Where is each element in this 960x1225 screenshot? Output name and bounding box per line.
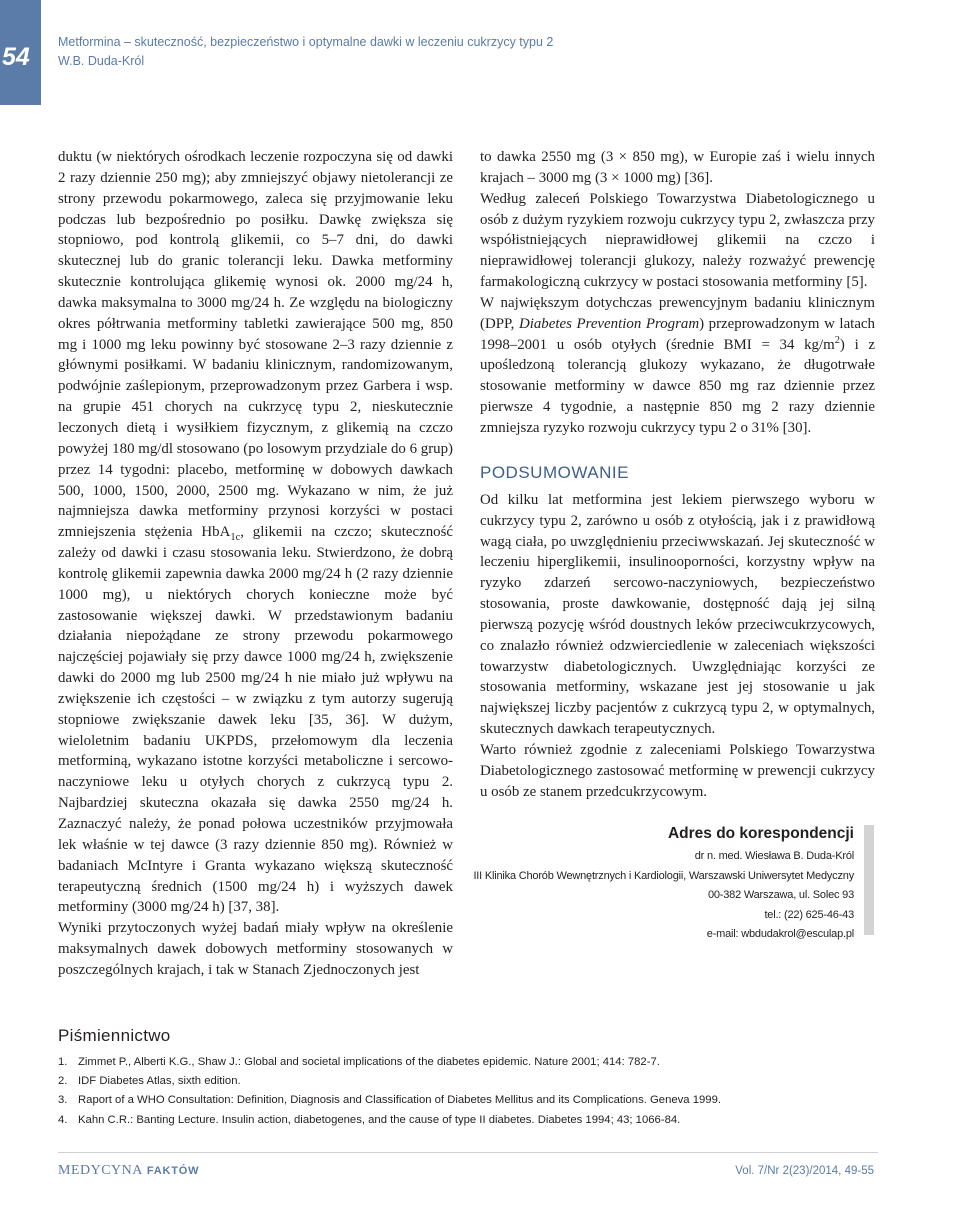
address-name: dr n. med. Wiesława B. Duda-Król (694, 850, 854, 862)
reference-item (58, 1111, 898, 1130)
logo-sub: FAKTÓW (146, 1165, 200, 1177)
right-paragraph-1: to dawka 2550 mg (3 × 850 mg), w Europie zaś i wielu innych krajach – 3000 mg (3 × 1000 mg) [36]. (480, 149, 875, 186)
reference-number: 4. (58, 1113, 68, 1126)
references-heading: Piśmiennictwo (58, 1026, 171, 1045)
references (58, 1026, 898, 1130)
address-institution: III Klinika Chorób Wewnętrznych i Kardiologii, Warszawski Uniwersytet Medyczny (473, 869, 854, 882)
dpp-italic: Diabetes Prevention Program (518, 315, 700, 332)
reference-number: 1. (58, 1056, 68, 1068)
summary-paragraph-1: Od kilku lat metformina jest lekiem pierwszego wyboru w cukrzycy typu 2, zarówno u osób z otyłością, jak i z prawidłową wagą ciała, po uwzględnieniu przeciwwskazań. Jej skuteczność w leczeniu hiperglikemii, insulinooporności, korzystny wpływ na ryzyko zdarzeń sercowo-naczyniowych, bezpieczeństwo stosowania, proste dawkowanie, dostępność dają jej silną pierwszą pozycję wśród doustnych leków przeciwcukrzycowych, co znalazło również odzwierciedlenie w zaleceniach większości towarzystw diabetologicznych. Uwzględniając korzyści ze stosowania metforminy, wskazane jest jej stosowanie u jak największej liczby pacjentów z cukrzycą typu 2, w optymalnych, skutecznych dawkach terapeutycznych. (480, 491, 875, 738)
address-accent-bar (864, 825, 874, 935)
reference-text: IDF Diabetes Atlas, sixth edition. (78, 1075, 241, 1088)
logo-main: MEDYCYNA (58, 1163, 143, 1178)
reference-text: Kahn C.R.: Banting Lecture. Insulin action, diabetogenes, and the cause of type II diabetes. Diabetes 1994; 43; 1066-84. (78, 1113, 681, 1126)
address-street: 00-382 Warszawa, ul. Solec 93 (707, 889, 854, 901)
right-paragraph-2: Według zaleceń Polskiego Towarzystwa Diabetologicznego u osób z dużym ryzykiem rozwoju cukrzycy typu 2, zwłaszcza przy współistniejących nieprawidłowej glikemii na czczo i nieprawidłowej tolerancji glukozy, należy rozważyć prewencję farmakologiczną cukrzycy w postaci stosowania metforminy [5]. (480, 190, 875, 291)
left-p1-text: duktu (w niektórych ośrodkach leczenie rozpoczyna się od dawki 2 razy dziennie 250 mg); aby zmniejszyć objawy nietolerancji ze strony przewodu pokarmowego, zaleca się przyjmowanie leku podczas lub bezpośrednio po posiłku. Dawkę zwiększa się stopniowo, pod kontrolą glikemii, co 5–7 dni, do dawki skutecznej lub do granic tolerancji leku. Dawka metforminy skutecznie kontrolująca glikemię wynosi ok. 2000 mg/24 h, dawka maksymalna to 3000 mg/24 h. Ze względu na biologiczny okres półtrwania metforminy tabletki zawierające 500 mg, 850 mg i 1000 mg leku powinny być stosowane 2–3 razy dziennie z głównymi posiłkami. W badaniu klinicznym, randomizowanym, podwójnie zaślepionym, przeprowadzonym przez Garbera i wsp. na grupie 451 chorych na cukrzycę typu 2, nieskutecznie leczonych dietą i wysiłkiem fizycznym, z glikemią na czczo powyżej 180 mg/dl stosowano (po losowym przydziale do 6 grup) przez 14 tygodni: placebo, metforminę w dobowych dawkach 500, 1000, 1500, 2000, 2500 mg. Wykazano w nim, że już najmniejsza dawka metforminy przynosi korzyści w postaci zmniejszenia stężenia (58, 149, 453, 541)
address-title: Adres do korespondencji (667, 825, 854, 842)
right-paragraph-3 (480, 293, 875, 439)
summary-paragraph-2: Warto również zgodnie z zaleceniami Polskiego Towarzystwa Diabetologicznego zastosować metforminę w prewencji cukrzycy u osób ze stanem przedcukrzycowym. (480, 741, 875, 800)
running-head-title: Metformina – skuteczność, bezpieczeństwo i optymalne dawki w leczeniu cukrzycy typu 2 (58, 35, 554, 49)
reference-text: Raport of a WHO Consultation: Definition, Diagnosis and Classification of Diabetes Mellitus and its Complications. Geneva 1999. (78, 1094, 721, 1107)
reference-item (58, 1091, 898, 1110)
volume-info: Vol. 7/Nr 2(23)/2014, 49-55 (735, 1165, 874, 1177)
dpp-text-a: W największym dotychczas prewencyjnym badaniu klinicznym (DPP, (480, 294, 875, 332)
page-number: 54 (2, 43, 30, 71)
left-paragraph-1 (58, 147, 453, 918)
dpp-text-b: ) przeprowadzonym w latach 1998–2001 u osób otyłych (średnie BMI = 34 kg/m (480, 315, 875, 353)
address-email: e-mail: wbdudakrol@esculap.pl (706, 928, 854, 940)
dpp-text-c: ) i z upośledzoną tolerancją glukozy wykazano, że długotrwałe stosowanie metforminy w dawce 850 mg raz dziennie przez pierwsze 4 tygodnie, a następnie 850 mg 2 razy dziennie zmniejsza ryzyko rozwoju cukrzycy typu 2 o 31% [30]. (480, 336, 875, 436)
section-heading-summary: PODSUMOWANIE (480, 462, 629, 482)
running-head (58, 33, 553, 71)
right-column (480, 147, 875, 802)
left-paragraph-2: Wyniki przytoczonych wyżej badań miały wpływ na określenie maksymalnych dawek dobowych metforminy stosowanych w poszczególnych krajach, i tak w Stanach Zjednoczonych jest (58, 920, 453, 978)
reference-item (58, 1072, 898, 1091)
page-number-tab (0, 0, 41, 105)
reference-text: Zimmet P., Alberti K.G., Shaw J.: Global and societal implications of the diabetes epidemic. Nature 2001; 414: 782-7. (78, 1056, 660, 1068)
bmi-superscript: 2 (834, 334, 840, 346)
reference-number: 2. (58, 1075, 68, 1088)
hba-text: HbA (201, 524, 231, 541)
reference-number: 3. (58, 1094, 68, 1107)
correspondence-address (473, 825, 874, 940)
reference-item (58, 1053, 898, 1072)
address-phone: tel.: (22) 625-46-43 (764, 908, 854, 921)
left-p1-continuation: , glikemii na czczo; skuteczność zależy od dawki i czasu stosowania leku. Stwierdzono, że dobrą kontrolę glikemii zapewnia dawka 2000 mg/24 h (2 razy dziennie 1000 mg), u niektórych chorych konieczne może być zastosowanie większej dawki. W przedstawionym badaniu działania niepożądane ze strony przewodu pokarmowego najczęściej pojawiały się przy dawce 1000 mg/24 h, zwiększenie dawki do 2000 mg lub 2500 mg/24 h nie miało już wpływu na zwiększenie ich częstości – w związku z tym autorzy sugerują stopniowe zwiększanie dawek leku [35, 36]. W dużym, wieloletnim badaniu UKPDS, przełomowym dla leczenia metforminą, wykazano istotne korzyści metaboliczne i sercowo-naczyniowe leku u otyłych chorych z cukrzycą typu 2. Najbardziej skuteczna okazała się dawka 2550 mg/24 h. Zaznaczyć należy, że ponad połowa uczestników przyjmowała lek właśnie w tej dawce (3 razy dziennie 850 mg). Również w badaniach McIntyre i Granta wykazano większą skuteczność terapeutyczną średnich (1500 mg/24 h) i wyższych dawek metforminy (3000 mg/24 h) [37, 38]. (58, 524, 454, 916)
running-head-author: W.B. Duda-Król (58, 54, 145, 68)
references-list (58, 1053, 898, 1130)
hba-subscript: 1c (230, 532, 241, 544)
footer-divider (58, 1152, 878, 1153)
left-column (58, 147, 453, 981)
journal-logo (58, 1163, 199, 1179)
address-lines (473, 847, 854, 945)
